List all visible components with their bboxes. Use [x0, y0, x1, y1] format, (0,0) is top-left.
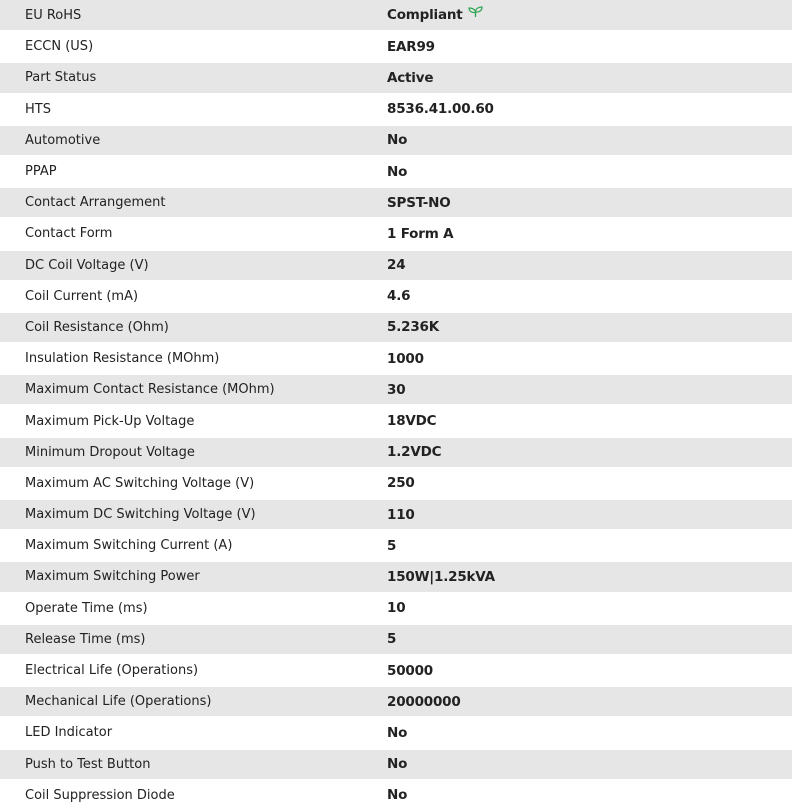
table-row [0, 62, 792, 93]
row-label: Coil Resistance (Ohm) [0, 312, 387, 343]
table-row [0, 250, 792, 281]
row-value: 110 [387, 499, 792, 530]
row-value: 5 [387, 530, 792, 561]
row-label: Coil Suppression Diode [0, 780, 387, 811]
table-row [0, 374, 792, 405]
row-value: 10 [387, 593, 792, 624]
row-label: Mechanical Life (Operations) [0, 686, 387, 717]
row-value: No [387, 717, 792, 748]
row-value: 5 [387, 624, 792, 655]
row-label: ECCN (US) [0, 31, 387, 62]
table-row [0, 530, 792, 561]
row-value: 50000 [387, 655, 792, 686]
row-value: 150W|1.25kVA [387, 561, 792, 592]
row-label: Maximum AC Switching Voltage (V) [0, 468, 387, 499]
row-label: LED Indicator [0, 717, 387, 748]
row-label: Release Time (ms) [0, 624, 387, 655]
table-row [0, 561, 792, 592]
row-label: Maximum Switching Current (A) [0, 530, 387, 561]
row-value: 8536.41.00.60 [387, 94, 792, 125]
row-value [387, 0, 792, 31]
row-value: No [387, 125, 792, 156]
row-label: Coil Current (mA) [0, 281, 387, 312]
table-row [0, 125, 792, 156]
table-row [0, 624, 792, 655]
row-label: Minimum Dropout Voltage [0, 437, 387, 468]
table-row [0, 0, 792, 31]
row-value: 18VDC [387, 405, 792, 436]
table-row [0, 405, 792, 436]
row-value: 30 [387, 374, 792, 405]
table-row [0, 717, 792, 748]
row-value: No [387, 749, 792, 780]
table-row [0, 686, 792, 717]
row-value: 1 Form A [387, 218, 792, 249]
row-label: Maximum Pick-Up Voltage [0, 405, 387, 436]
leaf-icon [468, 6, 483, 22]
row-label: Maximum DC Switching Voltage (V) [0, 499, 387, 530]
row-label: HTS [0, 94, 387, 125]
table-row [0, 468, 792, 499]
row-value: 5.236K [387, 312, 792, 343]
row-value: 1000 [387, 343, 792, 374]
row-value: Active [387, 62, 792, 93]
table-row [0, 218, 792, 249]
row-label: Contact Arrangement [0, 187, 387, 218]
row-value: 4.6 [387, 281, 792, 312]
row-label: PPAP [0, 156, 387, 187]
row-value: 250 [387, 468, 792, 499]
table-row [0, 749, 792, 780]
table-row [0, 156, 792, 187]
row-value: 24 [387, 250, 792, 281]
rohs-status-value: Compliant [387, 7, 463, 24]
table-row [0, 312, 792, 343]
row-label: Maximum Switching Power [0, 561, 387, 592]
row-label: Electrical Life (Operations) [0, 655, 387, 686]
row-value: 20000000 [387, 686, 792, 717]
row-label: Push to Test Button [0, 749, 387, 780]
table-row [0, 343, 792, 374]
row-value: SPST-NO [387, 187, 792, 218]
table-row [0, 281, 792, 312]
table-row [0, 780, 792, 811]
row-label: Insulation Resistance (MOhm) [0, 343, 387, 374]
row-value: No [387, 156, 792, 187]
row-label: EU RoHS [0, 0, 387, 31]
table-row [0, 655, 792, 686]
row-value: EAR99 [387, 31, 792, 62]
row-label: Maximum Contact Resistance (MOhm) [0, 374, 387, 405]
table-row [0, 499, 792, 530]
table-row [0, 31, 792, 62]
table-row [0, 437, 792, 468]
row-label: Operate Time (ms) [0, 593, 387, 624]
row-label: Automotive [0, 125, 387, 156]
table-row [0, 593, 792, 624]
row-value: 1.2VDC [387, 437, 792, 468]
row-label: DC Coil Voltage (V) [0, 250, 387, 281]
table-row [0, 94, 792, 125]
row-value: No [387, 780, 792, 811]
row-label: Contact Form [0, 218, 387, 249]
table-row [0, 187, 792, 218]
row-label: Part Status [0, 62, 387, 93]
